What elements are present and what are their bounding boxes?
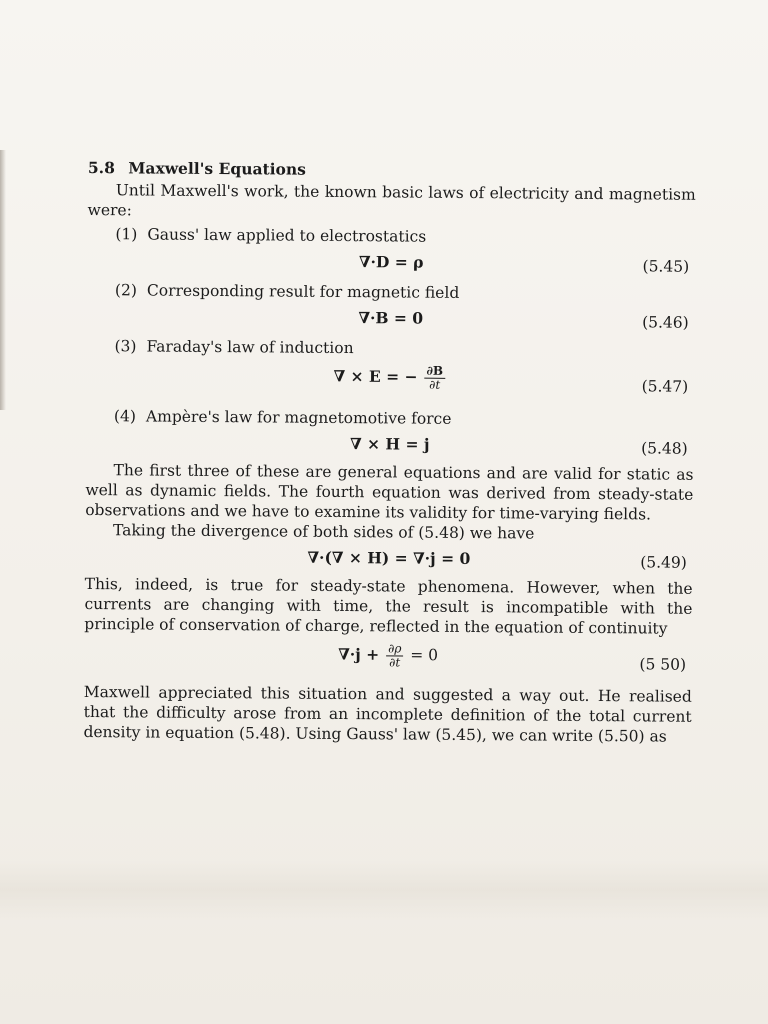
- equation-5-49: [85, 542, 693, 577]
- section-number: 5.8: [87, 158, 115, 178]
- paragraph-validity: The first three of these are general equations and are valid for static as well as dynamic fields. The fourth equation was derived from steady-state observations and we have to examine its validity for time-varying fields.: [85, 461, 694, 524]
- law-text: Gauss' law applied to electrostatics: [147, 225, 427, 246]
- section-heading: [88, 158, 696, 183]
- equation-expression: ∇ × H = j: [349, 434, 430, 454]
- law-marker: (1): [115, 225, 138, 244]
- intro-paragraph: Until Maxwell's work, the known basic laws of electricity and magnetism were:: [87, 181, 696, 220]
- equation-expression: ∇·D = ρ: [358, 252, 424, 272]
- fraction: [424, 365, 445, 392]
- law-marker: (2): [114, 281, 138, 300]
- equation-left-part: ∇ × E = −: [333, 366, 418, 387]
- fraction-denominator: ∂t: [389, 655, 401, 670]
- page-shade: [0, 860, 768, 920]
- paragraph-maxwell: Maxwell appreciated this situation and suggested a way out. He realised that the difficulty arose from an incomplete definition of the total current density in equation (5.48). Using Gauss' law (5.45), we can write (5.50) as: [83, 682, 692, 746]
- equation-5-50: [84, 636, 692, 685]
- equation-expression: ∇·(∇ × H) = ∇·j = 0: [307, 547, 471, 569]
- equation-number: (5.46): [642, 313, 689, 332]
- equation-5-45: [87, 246, 695, 281]
- law-text: Corresponding result for magnetic field: [146, 281, 460, 302]
- equation-expression: [86, 362, 694, 394]
- law-item-3: [86, 336, 694, 361]
- page-edge-shadow: [0, 150, 6, 410]
- equation-number: (5.45): [642, 257, 690, 276]
- law-marker: (4): [113, 407, 137, 426]
- text-body: [83, 158, 696, 747]
- law-item-2: [87, 280, 695, 305]
- equation-number: (5.47): [641, 377, 689, 396]
- equation-left-part: ∇·j +: [338, 644, 380, 664]
- equation-5-46: [87, 302, 695, 337]
- fraction-numerator: ∂ρ: [386, 642, 403, 656]
- paragraph-steady-state: This, indeed, is true for steady-state phenomena. However, when the currents are changing with time, the result is incompatible with the principle of conservation of charge, reflected in the equation of continuity: [84, 574, 693, 638]
- law-marker: (3): [114, 337, 137, 356]
- law-item-4: [86, 406, 694, 431]
- section-title: Maxwell's Equations: [128, 158, 307, 179]
- paragraph-divergence: Taking the divergence of both sides of (5.48) we have: [113, 521, 535, 543]
- law-text: Faraday's law of induction: [146, 337, 354, 358]
- law-text: Ampère's law for magnetomotive force: [145, 407, 452, 428]
- equation-number: (5 50): [639, 655, 687, 674]
- equation-right-part: = 0: [410, 646, 439, 665]
- equation-number: (5.49): [640, 553, 687, 572]
- equation-5-48: [86, 428, 694, 463]
- equation-5-47: [86, 358, 694, 407]
- equation-expression: [84, 640, 692, 672]
- fraction-numerator: ∂B: [424, 365, 445, 379]
- fraction: [386, 642, 403, 669]
- fraction-denominator: ∂t: [429, 377, 441, 392]
- equation-expression: ∇·B = 0: [358, 308, 424, 328]
- equation-number: (5.48): [641, 439, 688, 458]
- law-item-1: [87, 224, 695, 249]
